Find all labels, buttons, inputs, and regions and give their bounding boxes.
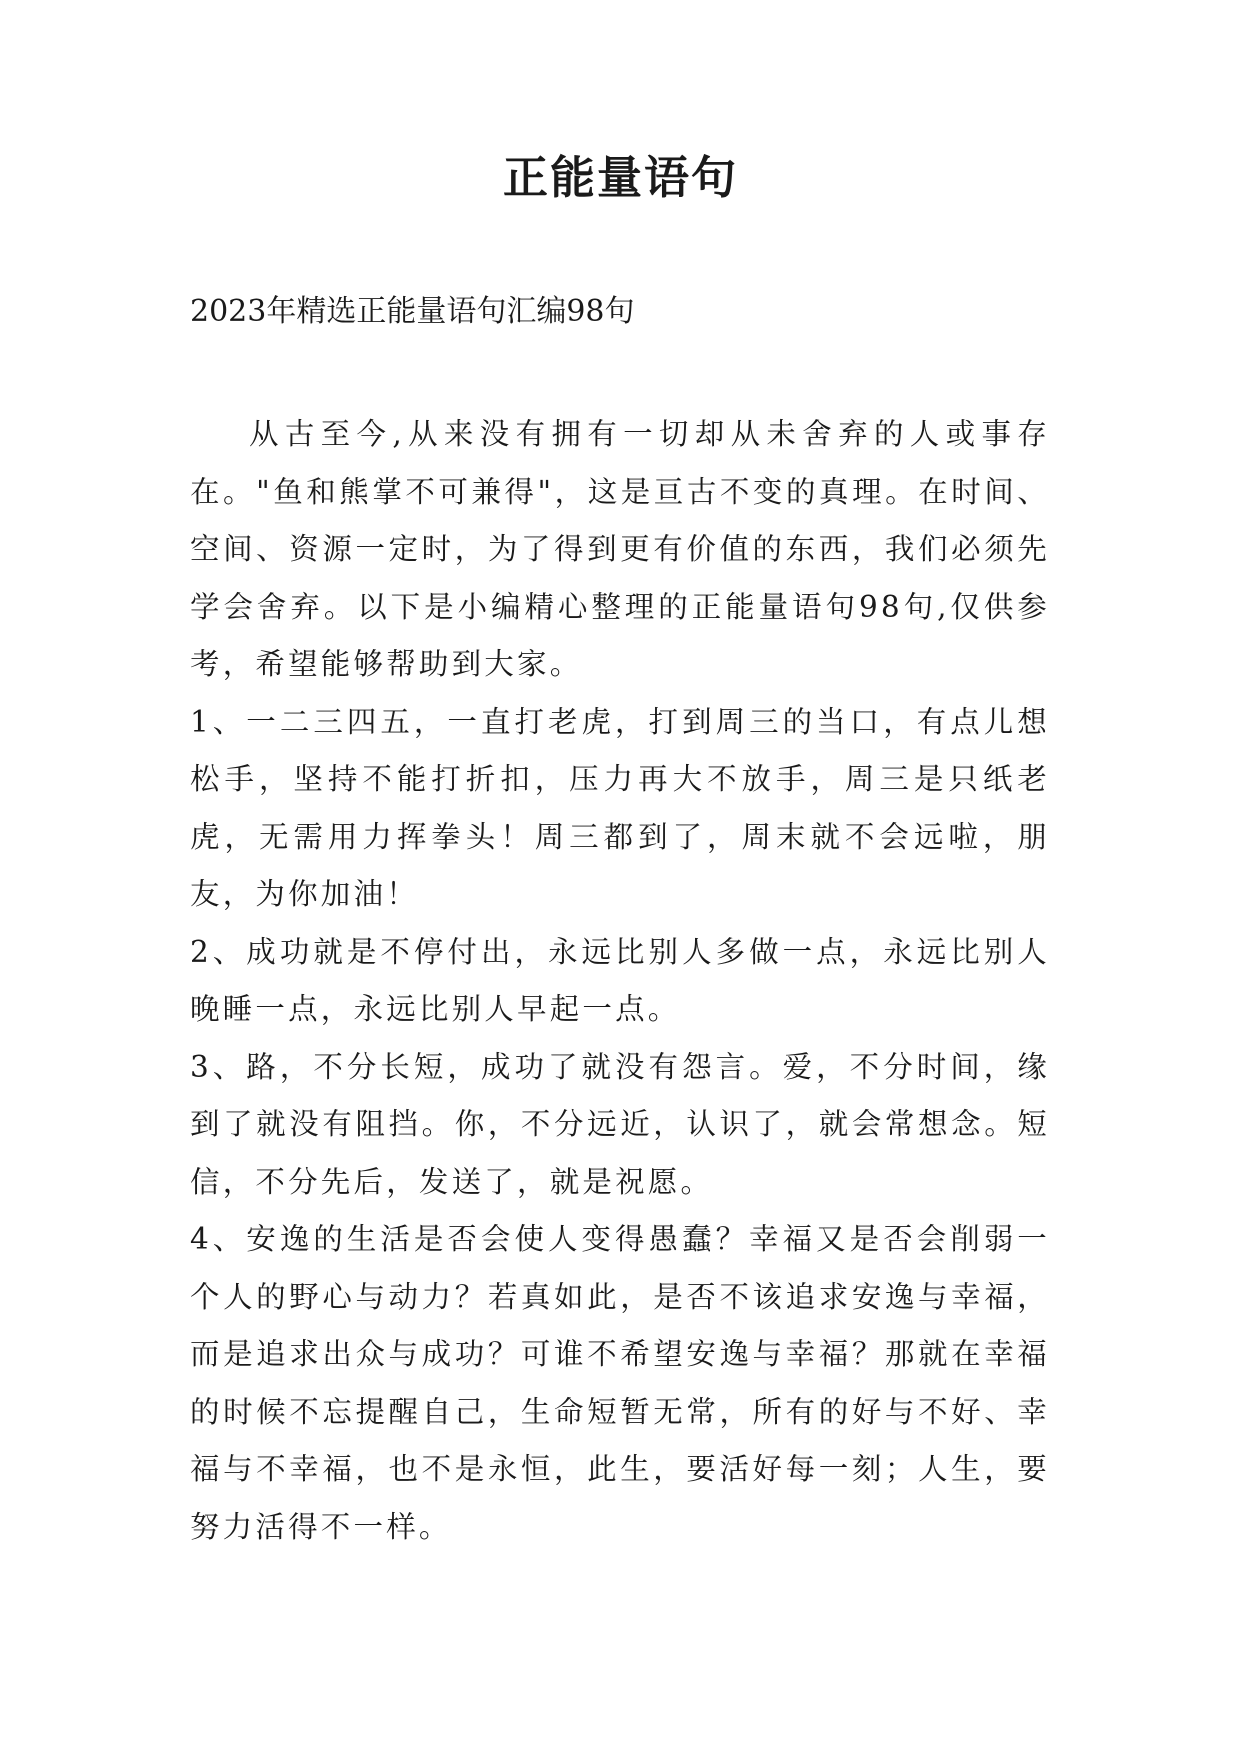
intro-paragraph: 从古至今,从来没有拥有一切却从未舍弃的人或事存在。"鱼和熊掌不可兼得"，这是亘古不变的真理。在时间、空间、资源一定时，为了得到更有价值的东西，我们必须先学会舍弃。以下是小编精心整理的正能量语句98句,仅供参考，希望能够帮助到大家。 (190, 417, 1050, 681)
quote-item-1: 1、一二三四五，一直打老虎，打到周三的当口，有点儿想松手，坚持不能打折扣，压力再大不放手，周三是只纸老虎，无需用力挥拳头！周三都到了，周末就不会远啦，朋友，为你加油！ (190, 704, 1050, 911)
document-subtitle: 2023年精选正能量语句汇编98句 (190, 294, 635, 329)
quote-item-2: 2、成功就是不停付出，永远比别人多做一点，永远比别人晚睡一点，永远比别人早起一点。 (190, 934, 1050, 1026)
document-body (190, 406, 1050, 1556)
quote-item-4: 4、安逸的生活是否会使人变得愚蠢？幸福又是否会削弱一个人的野心与动力？若真如此，是否不该追求安逸与幸福，而是追求出众与成功？可谁不希望安逸与幸福？那就在幸福的时候不忘提醒自己，生命短暂无常，所有的好与不好、幸福与不幸福，也不是永恒，此生，要活好每一刻；人生，要努力活得不一样。 (190, 1222, 1050, 1544)
document-title: 正能量语句 (502, 151, 738, 204)
quote-item-3: 3、路，不分长短，成功了就没有怨言。爱，不分时间，缘到了就没有阻挡。你，不分远近，认识了，就会常想念。短信，不分先后，发送了，就是祝愿。 (190, 1049, 1050, 1199)
